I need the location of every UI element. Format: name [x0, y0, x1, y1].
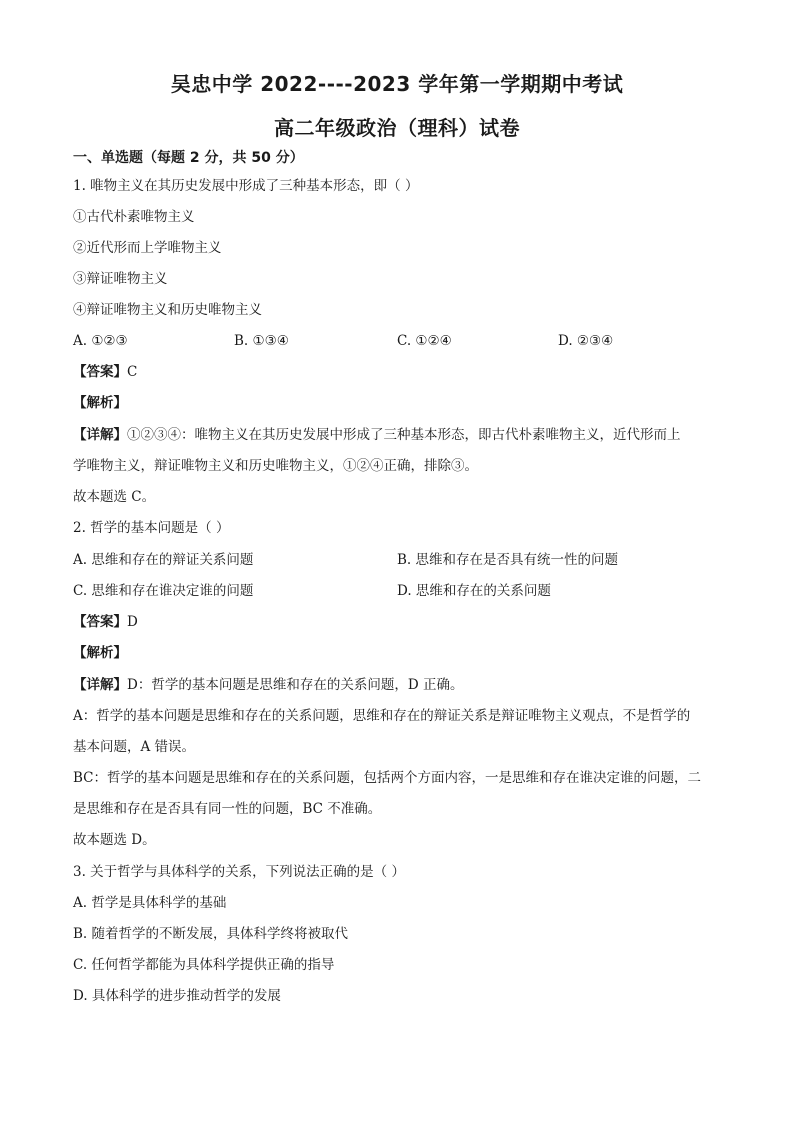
q3-option-a: A. 哲学是具体科学的基础 — [73, 895, 227, 911]
detail-text: D：哲学的基本问题是思维和存在的关系问题，D 正确。 — [127, 677, 464, 693]
answer-tag: 【答案】 — [73, 364, 127, 380]
q2-conclusion: 故本题选 D。 — [73, 832, 156, 848]
q1-option-c: C. ①②④ — [397, 333, 452, 349]
detail-text: ①②③④：唯物主义在其历史发展中形成了三种基本形态，即古代朴素唯物主义，近代形而上 — [127, 427, 681, 443]
q2-option-a: A. 思维和存在的辩证关系问题 — [73, 552, 254, 568]
q1-detail-line2: 学唯物主义，辩证唯物主义和历史唯物主义，①②④正确，排除③。 — [73, 458, 478, 474]
q2-stem: 2. 哲学的基本问题是（ ） — [73, 520, 230, 536]
detail-tag: 【详解】 — [73, 427, 127, 443]
q1-conclusion: 故本题选 C。 — [73, 489, 156, 505]
q1-option-a: A. ①②③ — [73, 333, 128, 349]
q1-stem: 1. 唯物主义在其历史发展中形成了三种基本形态，即（ ） — [73, 178, 419, 194]
detail-tag: 【详解】 — [73, 677, 127, 693]
q2-bc-line2: 是思维和存在是否具有同一性的问题，BC 不准确。 — [73, 801, 382, 817]
answer-value: C — [127, 364, 138, 380]
q1-item-2: ②近代形而上学唯物主义 — [73, 240, 222, 256]
q2-a-line1: A：哲学的基本问题是思维和存在的关系问题，思维和存在的辩证关系是辩证唯物主义观点，不是哲学的 — [73, 708, 691, 724]
exam-title: 吴忠中学 2022----2023 学年第一学期期中考试 — [170, 72, 624, 96]
q1-item-1: ①古代朴素唯物主义 — [73, 209, 195, 225]
q3-option-b: B. 随着哲学的不断发展，具体科学终将被取代 — [73, 926, 349, 942]
q1-answer — [73, 363, 723, 381]
q2-answer — [73, 613, 723, 631]
q1-analysis-tag: 【解析】 — [73, 395, 127, 411]
q3-option-d: D. 具体科学的进步推动哲学的发展 — [73, 988, 281, 1004]
q2-option-c: C. 思维和存在谁决定谁的问题 — [73, 583, 254, 599]
q3-stem: 3. 关于哲学与具体科学的关系，下列说法正确的是（ ） — [73, 864, 405, 880]
answer-value: D — [127, 614, 138, 630]
answer-tag: 【答案】 — [73, 614, 127, 630]
q1-detail-line1 — [73, 426, 723, 444]
q2-detail-line1 — [73, 676, 723, 694]
exam-subtitle: 高二年级政治（理科）试卷 — [274, 116, 520, 140]
q1-item-4: ④辩证唯物主义和历史唯物主义 — [73, 302, 262, 318]
q1-item-3: ③辩证唯物主义 — [73, 271, 168, 287]
q2-analysis-tag: 【解析】 — [73, 645, 127, 661]
q1-option-b: B. ①③④ — [234, 333, 289, 349]
q2-option-d: D. 思维和存在的关系问题 — [397, 583, 551, 599]
q2-bc-line1: BC：哲学的基本问题是思维和存在的关系问题，包括两个方面内容，一是思维和存在谁决定谁的问题，二 — [73, 770, 701, 786]
q2-option-b: B. 思维和存在是否具有统一性的问题 — [397, 552, 619, 568]
q2-a-line2: 基本问题，A 错误。 — [73, 739, 196, 755]
section-heading: 一、单选题（每题 2 分，共 50 分） — [73, 150, 304, 166]
q1-option-d: D. ②③④ — [558, 333, 614, 349]
q3-option-c: C. 任何哲学都能为具体科学提供正确的指导 — [73, 957, 335, 973]
